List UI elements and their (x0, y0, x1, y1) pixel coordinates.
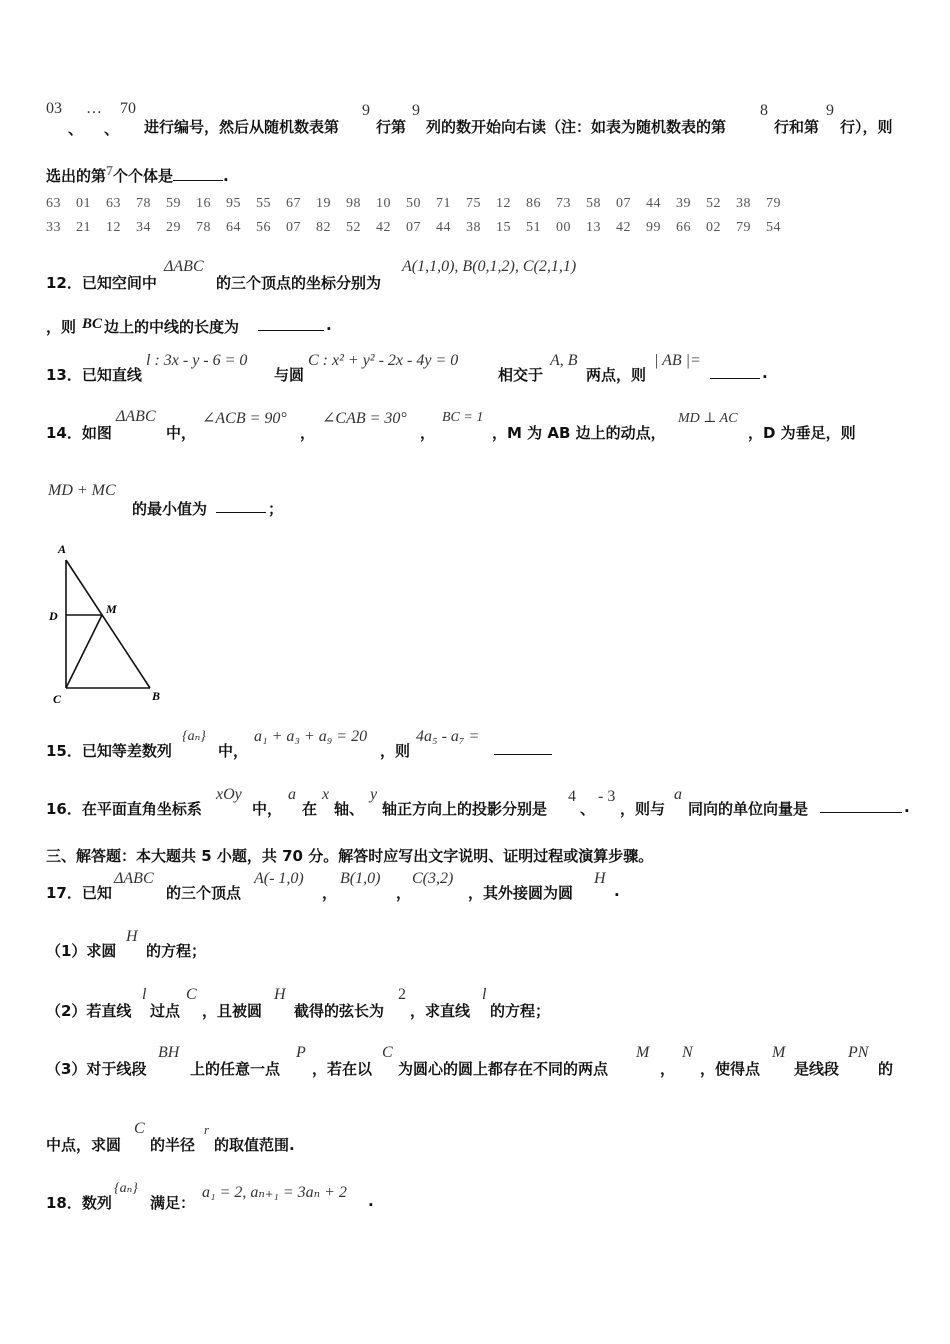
table-row (46, 220, 806, 240)
q13-label: 13．已知直线 (46, 366, 142, 384)
q12-label: 12．已知空间中 (46, 274, 157, 292)
q11-text3: 列的数开始向右读（注：如表为随机数表的第 (426, 118, 727, 136)
label-d: D (49, 609, 58, 623)
q14-text2: ，M 为 AB 边上的动点， (492, 424, 666, 442)
q15-answer-blank (494, 740, 552, 755)
q17-p3-label: （3）对于线段 (46, 1060, 147, 1078)
q12 (46, 256, 916, 346)
q15 (46, 726, 916, 760)
q16-sep: 、 (580, 800, 596, 818)
q18-end: . (368, 1192, 374, 1210)
table-cell: 15 (496, 220, 511, 235)
table-cell: 50 (406, 196, 421, 211)
q17-point-c: C(3,2) (412, 870, 454, 887)
table-cell: 86 (526, 196, 541, 211)
table-cell: 12 (106, 220, 121, 235)
q17-part3 (46, 1044, 916, 1154)
table-cell: 79 (736, 220, 751, 235)
q11-text1: 进行编号，然后从随机数表第 (144, 118, 340, 136)
table-cell: 73 (556, 196, 571, 211)
table-cell: 42 (376, 220, 391, 235)
q17-p3-r: r (204, 1122, 210, 1137)
q17-p3-n: N (682, 1044, 693, 1061)
table-cell: 19 (316, 196, 331, 211)
q17-p3-c: C (382, 1044, 393, 1061)
q17-p3-t6: 是线段 (794, 1060, 840, 1078)
q14-expr: MD + MC (48, 482, 116, 499)
q16-text5: ，则与 (620, 800, 666, 818)
q13-circle-eq: C : x² + y² - 2x - 4y = 0 (308, 352, 459, 369)
q14-sep1: ， (300, 424, 316, 442)
table-cell: 55 (256, 196, 271, 211)
q17-p2-t2: ，且被圆 (202, 1002, 263, 1020)
table-cell: 02 (706, 220, 721, 235)
q15-text2: ，则 (380, 742, 411, 760)
q11-text5: 行），则 (840, 118, 893, 136)
q17-p2-t1: 过点 (150, 1002, 181, 1020)
table-cell: 95 (226, 196, 241, 211)
table-cell: 07 (406, 220, 421, 235)
label-c: C (53, 692, 62, 706)
q17-part1 (46, 928, 446, 960)
q14-sep2: ， (420, 424, 436, 442)
q14-figure (44, 538, 174, 708)
table-cell: 07 (286, 220, 301, 235)
q16-x: x (322, 786, 330, 803)
q12-line2b: 边上的中线的长度为 (104, 318, 240, 336)
q17-p3-t1: 上的任意一点 (190, 1060, 281, 1078)
q17-p3-t5: ，使得点 (700, 1060, 761, 1078)
table-cell: 78 (136, 196, 151, 211)
table-cell: 63 (46, 196, 61, 211)
q11-row-num: 9 (362, 102, 370, 119)
q18-text1: 满足： (150, 1194, 196, 1212)
q14 (46, 408, 916, 518)
q11-sep1: 、 (68, 120, 84, 138)
table-cell: 29 (166, 220, 181, 235)
q17-comma2: ， (396, 884, 412, 902)
table-cell: 39 (676, 196, 691, 211)
q13-line-eq: l : 3x - y - 6 = 0 (146, 352, 248, 369)
table-cell: 56 (256, 220, 271, 235)
table-cell: 10 (376, 196, 391, 211)
table-cell: 16 (196, 196, 211, 211)
q11-num-start: 03 (46, 100, 62, 117)
q17-triangle: ΔABC (114, 870, 154, 887)
q17-h: H (594, 870, 606, 887)
table-cell: 64 (226, 220, 241, 235)
q17-p3-t7: 的 (878, 1060, 894, 1078)
q18-seq: {aₙ} (114, 1181, 138, 1196)
table-cell: 34 (136, 220, 151, 235)
q17-text2: ，其外接圆为圆 (468, 884, 574, 902)
q11-col-num: 9 (412, 102, 420, 119)
q17-p3-t8: 的半径 (150, 1136, 196, 1154)
q15-expr: 4a₅ - a₇ = (416, 728, 480, 745)
q17-comma1: ， (322, 884, 338, 902)
table-cell: 44 (436, 220, 451, 235)
table-cell: 75 (466, 196, 481, 211)
table-cell: 13 (586, 220, 601, 235)
triangle-diagram (44, 538, 174, 708)
q16-text3: 轴、 (334, 800, 365, 818)
q16-answer-blank (820, 798, 902, 813)
q11-ellipsis: … (86, 100, 102, 117)
q11-line1 (46, 100, 916, 140)
table-row (46, 196, 806, 216)
q17-p2-t4: ，求直线 (410, 1002, 471, 1020)
q17-p3-m2: M (772, 1044, 786, 1061)
q16-xoy: xOy (216, 786, 242, 803)
q17-p1-text: 的方程； (146, 942, 207, 960)
table-cell: 21 (76, 220, 91, 235)
q17-p2-l: l (142, 986, 147, 1003)
q17-p3-t2: ，若在以 (312, 1060, 373, 1078)
q17-p1-h: H (126, 928, 138, 945)
q13 (46, 350, 916, 386)
q17-p2-c: C (186, 986, 197, 1003)
q11-line2 (46, 165, 229, 186)
q17-label: 17．已知 (46, 884, 112, 902)
q11-row8: 8 (760, 102, 768, 119)
q16-y: y (370, 786, 378, 803)
q11-line2b: 个个体是 (113, 167, 174, 185)
q15-cond: a₁ + a₃ + a₉ = 20 (254, 728, 368, 745)
table-cell: 79 (766, 196, 781, 211)
q14-perp: MD ⊥ AC (678, 411, 738, 426)
label-a: A (58, 542, 67, 556)
q11-answer-blank (173, 166, 223, 181)
table-cell: 98 (346, 196, 361, 211)
q11-num-end: 70 (120, 100, 136, 117)
q17-p3-line2: 中点，求圆 (46, 1136, 122, 1154)
q17-p3-t9: 的取值范围. (214, 1136, 295, 1154)
label-m: M (106, 602, 117, 616)
q16-end: . (904, 798, 910, 816)
q17 (46, 870, 916, 902)
q17-p3-bh: BH (158, 1044, 180, 1061)
q17-p2-two: 2 (398, 986, 406, 1003)
q16-text2: 在 (302, 800, 318, 818)
table-cell: 12 (496, 196, 511, 211)
segment-mc (66, 615, 102, 688)
q17-point-a: A(- 1,0) (254, 870, 304, 887)
q17-p2-t3: 截得的弦长为 (294, 1002, 385, 1020)
q17-p3-m: M (636, 1044, 650, 1061)
q11-seventh: 7 (106, 164, 114, 179)
q17-point-b: B(1,0) (340, 870, 381, 887)
q12-bc: BC (82, 316, 103, 332)
table-cell: 99 (646, 220, 661, 235)
table-cell: 44 (646, 196, 661, 211)
q16-text6: 同向的单位向量是 (688, 800, 809, 818)
q11-text2: 行第 (376, 118, 407, 136)
q12-end: . (326, 316, 332, 334)
q17-p3-t4: ， (660, 1060, 676, 1078)
table-cell: 59 (166, 196, 181, 211)
q17-p2-t5: 的方程； (490, 1002, 551, 1020)
q12-coords: A(1,1,0), B(0,1,2), C(2,1,1) (402, 258, 577, 275)
q16-label: 16．在平面直角坐标系 (46, 800, 202, 818)
q13-pts: A, B (550, 352, 578, 369)
table-cell: 52 (706, 196, 721, 211)
q13-ab: | AB |= (654, 352, 701, 369)
q17-p3-c2: C (134, 1120, 145, 1137)
q11-row9: 9 (826, 102, 834, 119)
q17-text1: 的三个顶点 (166, 884, 242, 902)
table-cell: 54 (766, 220, 781, 235)
q13-text2: 相交于 (498, 366, 544, 384)
q12-answer-blank (258, 316, 324, 331)
q17-p3-pn: PN (848, 1044, 869, 1061)
table-cell: 33 (46, 220, 61, 235)
q16-text1: 中， (252, 800, 283, 818)
q16-v2: - 3 (598, 788, 616, 805)
q16-a: a (288, 786, 296, 803)
q15-seq: {aₙ} (182, 729, 206, 744)
q17-p1-label: （1）求圆 (46, 942, 117, 960)
table-cell: 42 (616, 220, 631, 235)
q13-text3: 两点，则 (586, 366, 647, 384)
q14-triangle: ΔABC (116, 408, 156, 425)
q11-sep2: 、 (104, 120, 120, 138)
q17-part2 (46, 986, 646, 1018)
table-cell: 66 (676, 220, 691, 235)
q14-bc: BC = 1 (442, 410, 484, 425)
q16-text4: 轴正方向上的投影分别是 (382, 800, 548, 818)
q11-line2-text: 选出的第 (46, 167, 107, 185)
q16-v1: 4 (568, 788, 576, 805)
q18 (46, 1180, 646, 1212)
q18-cond: a₁ = 2, aₙ₊₁ = 3aₙ + 2 (202, 1184, 347, 1201)
table-cell: 67 (286, 196, 301, 211)
table-cell: 38 (736, 196, 751, 211)
table-cell: 00 (556, 220, 571, 235)
random-number-table (46, 196, 806, 240)
q14-angle-acb: ∠ACB = 90° (202, 410, 287, 427)
q14-text4: 的最小值为 (132, 500, 208, 518)
q14-answer-blank (216, 498, 266, 513)
q17-p3-t3: 为圆心的圆上都存在不同的两点 (398, 1060, 609, 1078)
q14-text3: ，D 为垂足，则 (748, 424, 856, 442)
table-cell: 07 (616, 196, 631, 211)
table-cell: 38 (466, 220, 481, 235)
table-cell: 78 (196, 220, 211, 235)
q17-p2-label: （2）若直线 (46, 1002, 132, 1020)
edge-ab (66, 560, 150, 688)
q11-text4: 行和第 (774, 118, 820, 136)
q12-triangle: ΔABC (164, 258, 204, 275)
q18-label: 18．数列 (46, 1194, 112, 1212)
q16 (46, 786, 916, 820)
q12-text1: 的三个顶点的坐标分别为 (216, 274, 382, 292)
q16-a2: a (674, 786, 682, 803)
q15-text1: 中， (218, 742, 249, 760)
q14-text1: 中， (166, 424, 197, 442)
table-cell: 58 (586, 196, 601, 211)
table-cell: 71 (436, 196, 451, 211)
table-cell: 01 (76, 196, 91, 211)
q13-answer-blank (710, 364, 760, 379)
q15-label: 15．已知等差数列 (46, 742, 172, 760)
q17-p2-l2: l (482, 986, 487, 1003)
q12-line2a: ，则 (46, 318, 77, 336)
q14-label: 14．如图 (46, 424, 112, 442)
q13-end: . (762, 364, 768, 382)
table-cell: 82 (316, 220, 331, 235)
table-cell: 63 (106, 196, 121, 211)
q14-end: ； (268, 500, 284, 518)
q13-text1: 与圆 (274, 366, 305, 384)
q14-angle-cab: ∠CAB = 30° (322, 410, 407, 427)
section-heading: 三、解答题：本大题共 5 小题，共 70 分。解答时应写出文字说明、证明过程或演算步骤。 (46, 847, 654, 865)
q17-end: . (614, 882, 620, 900)
q11-end: . (223, 167, 229, 185)
q17-p3-p: P (296, 1044, 306, 1061)
q17-p2-h: H (274, 986, 286, 1003)
table-cell: 52 (346, 220, 361, 235)
table-cell: 51 (526, 220, 541, 235)
label-b: B (152, 689, 161, 703)
